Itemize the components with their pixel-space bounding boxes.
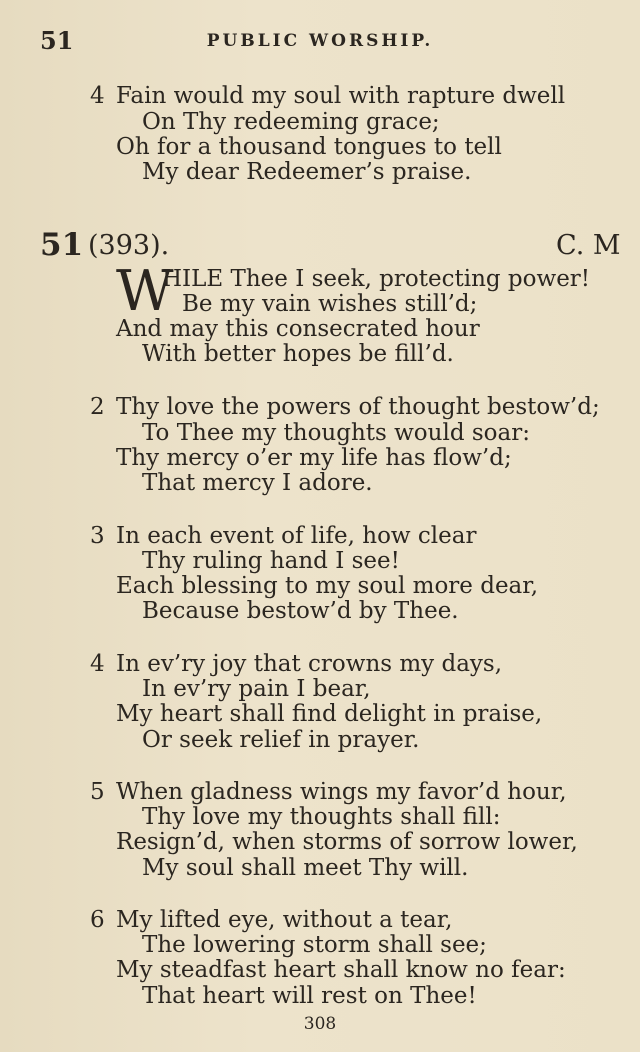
hymn-reference: (393). [88, 230, 170, 261]
verse-line: My soul shall meet Thy will. [142, 855, 469, 881]
verse-line: Each blessing to my soul more dear, [116, 573, 539, 599]
stanza-number: 3 [90, 523, 105, 549]
stanza-number: 2 [90, 394, 105, 420]
stanza-number: 4 [90, 651, 105, 677]
verse-line: HILE Thee I seek, protecting power! [162, 266, 591, 292]
verse-line: Oh for a thousand tongues to tell [116, 134, 502, 160]
verse-line: In each event of life, how clear [116, 523, 477, 549]
verse-line: Thy love my thoughts shall fill: [142, 804, 501, 830]
header-title: PUBLIC WORSHIP. [206, 31, 434, 51]
verse-line: Thy ruling hand I see! [142, 548, 400, 574]
hymn-meter: C. M [556, 230, 621, 261]
header-page-number: 51 [40, 26, 74, 55]
verse-line: My lifted eye, without a tear, [116, 907, 453, 933]
verse-line: In ev’ry pain I bear, [142, 676, 371, 702]
verse-line: That heart will rest on Thee! [142, 983, 477, 1009]
stanza-number: 6 [90, 907, 105, 933]
verse-line: Resign’d, when storms of sorrow lower, [116, 829, 578, 855]
hymn-number: 51 [40, 227, 84, 263]
verse-line: The lowering storm shall see; [142, 932, 487, 958]
verse-line: Thy love the powers of thought bestow’d; [116, 394, 600, 420]
verse-line: When gladness wings my favor’d hour, [116, 779, 567, 805]
verse-line: Thy mercy o’er my life has flow’d; [116, 445, 512, 471]
stanza-number: 4 [90, 83, 105, 109]
verse-line: Be my vain wishes still’d; [182, 291, 478, 317]
verse-line: My steadfast heart shall know no fear: [116, 957, 566, 983]
verse-line: Fain would my soul with rapture dwell [116, 83, 566, 109]
verse-line: Because bestow’d by Thee. [142, 598, 459, 624]
verse-line: With better hopes be fill’d. [142, 341, 454, 367]
verse-line: And may this consecrated hour [116, 316, 480, 342]
stanza-number: 5 [90, 779, 105, 805]
verse-line: My heart shall find delight in praise, [116, 701, 543, 727]
verse-line: To Thee my thoughts would soar: [142, 420, 530, 446]
verse-line: That mercy I adore. [142, 470, 373, 496]
footer-page-number: 308 [303, 1014, 337, 1034]
verse-line: Or seek relief in prayer. [142, 727, 420, 753]
verse-line: On Thy redeeming grace; [142, 109, 440, 135]
verse-line: My dear Redeemer’s praise. [142, 159, 472, 185]
verse-line: In ev’ry joy that crowns my days, [116, 651, 503, 677]
drop-cap: W [116, 259, 174, 324]
